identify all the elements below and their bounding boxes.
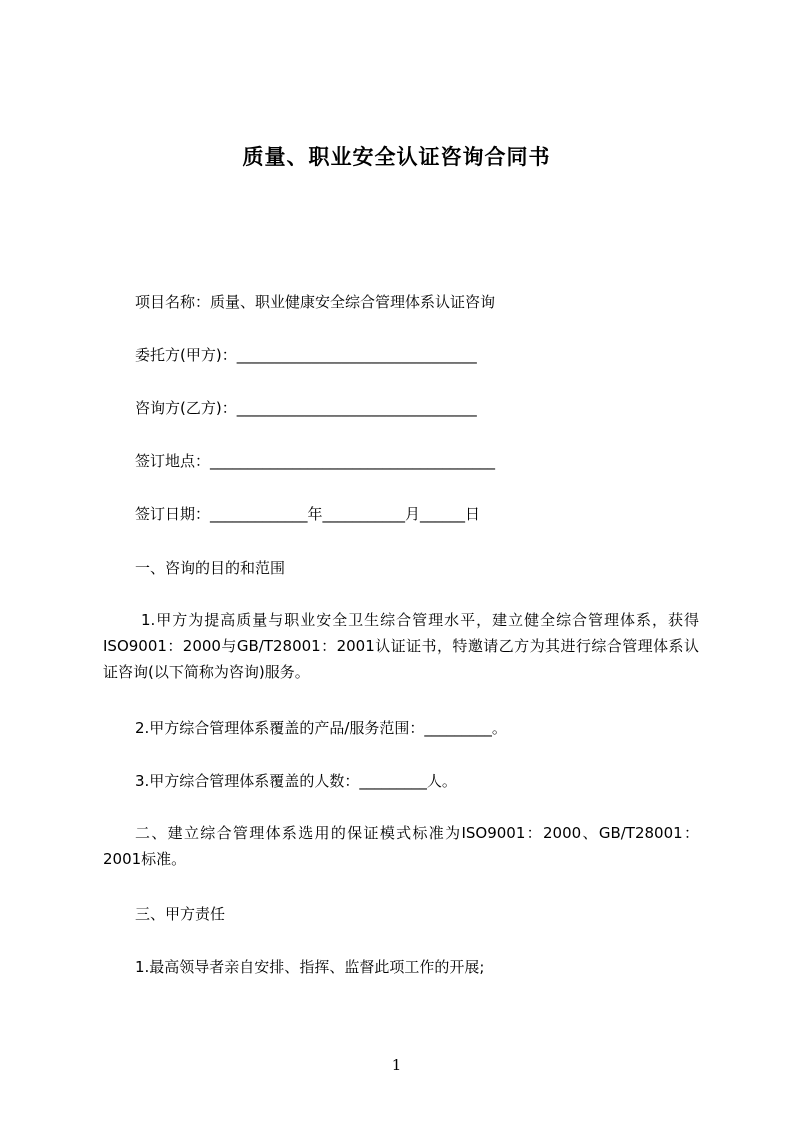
party-a-line: 委托方(甲方)：________________________________ [135,346,477,364]
section1-heading: 一、咨询的目的和范围 [135,559,286,577]
section3-item1-line: 1.最高领导者亲自安排、指挥、监督此项工作的开展; [135,958,485,976]
section1-item2-line: 2.甲方综合管理体系覆盖的产品/服务范围：_________。 [135,719,507,737]
party-b-line: 咨询方(乙方)：________________________________ [135,399,477,417]
section1-item1-paragraph: 1.甲方为提高质量与职业安全卫生综合管理水平，建立健全综合管理体系，获得ISO9001：2000与GB/T28001：2001认证证书，特邀请乙方为其进行综合管理体系认证咨询(以下简称为咨询)服务。 [103,611,699,681]
page-number: 1 [391,1056,402,1074]
page-title: 质量、职业安全认证咨询合同书 [242,145,551,169]
section1-item3-line: 3.甲方综合管理体系覆盖的人数：_________人。 [135,772,457,790]
project-name-line: 项目名称：质量、职业健康安全综合管理体系认证咨询 [135,293,496,311]
section3-heading: 三、甲方责任 [135,905,226,923]
signing-place-line: 签订地点：______________________________________ [135,452,496,470]
section2-paragraph: 二、建立综合管理体系选用的保证模式标准为ISO9001：2000、GB/T28001：2001标准。 [103,824,699,868]
signing-date-line: 签订日期：_____________年___________月______日 [135,505,481,523]
